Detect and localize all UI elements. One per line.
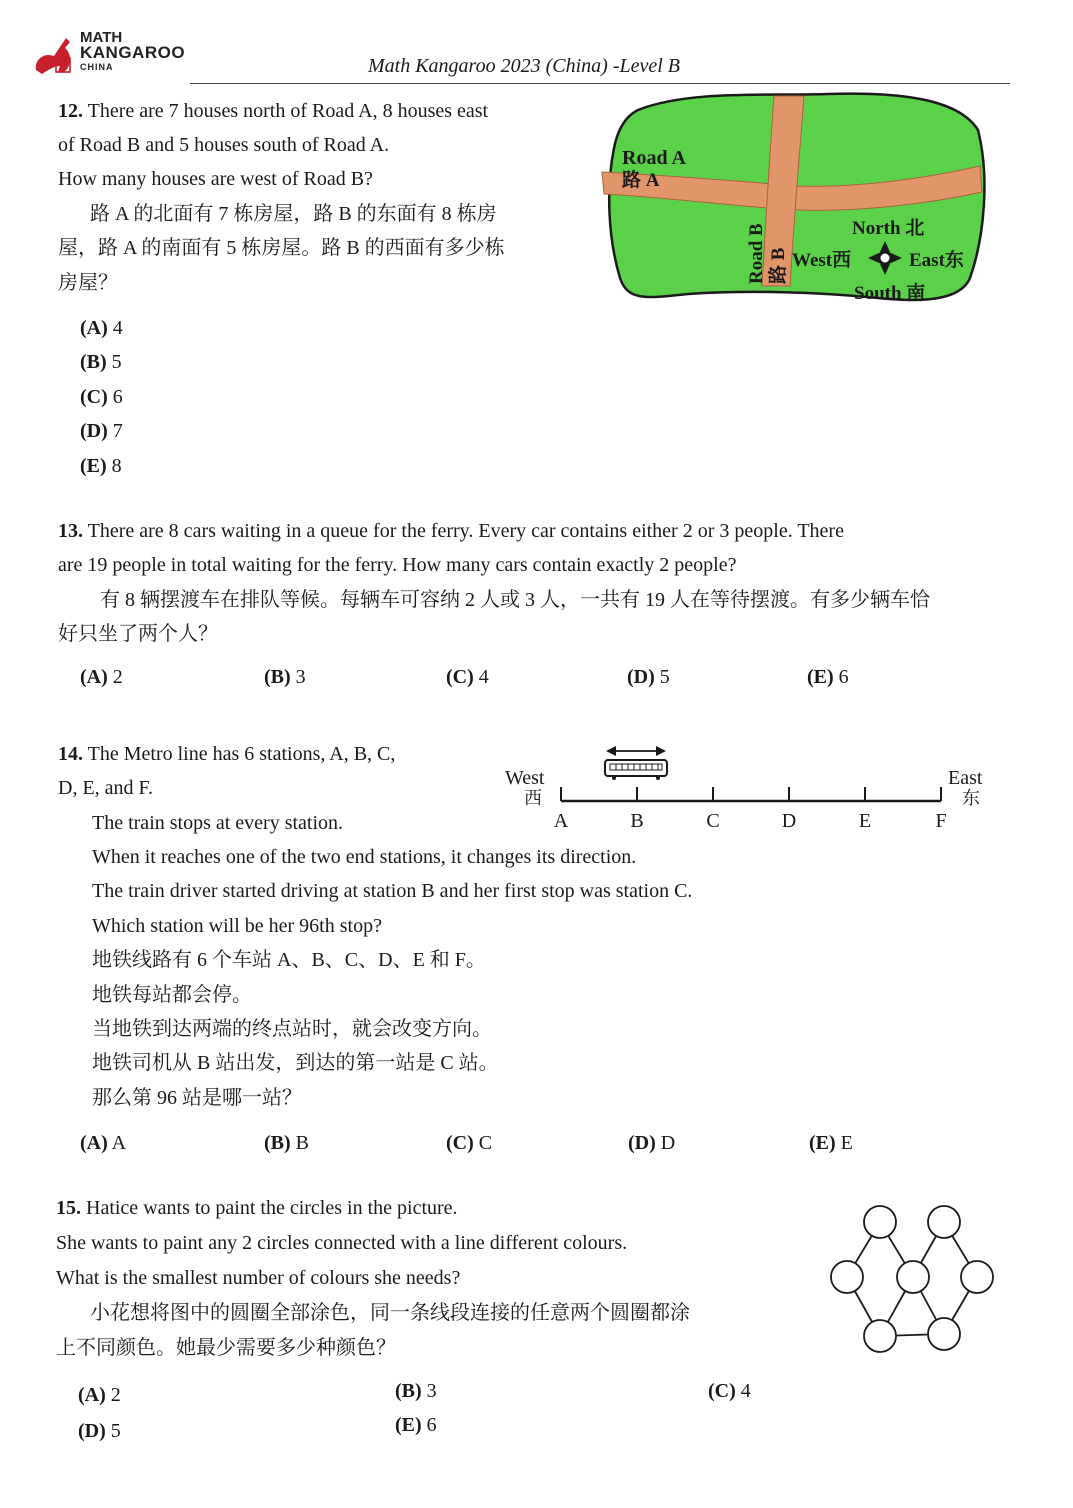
station-label-e: E — [858, 810, 872, 832]
map-west-label: West西 — [792, 250, 852, 271]
q13-line-2: are 19 people in total waiting for the ferry. How many cars contain exactly 2 people? — [58, 554, 737, 576]
q15-number: 15. — [56, 1197, 81, 1219]
q13-option-b[interactable]: (B) 3 — [264, 666, 306, 688]
graph-circle — [864, 1320, 896, 1352]
q15-line-5: 上不同颜色。她最少需要多少种颜色？ — [56, 1337, 396, 1359]
map-east-label: East东 — [909, 250, 964, 271]
direction-arrows-icon — [606, 746, 666, 756]
q14-line-2: D, E, and F. — [58, 777, 154, 799]
graph-circle — [897, 1261, 929, 1293]
q15-option-d[interactable]: (D) 5 — [78, 1420, 121, 1442]
q15-line-1: 15. Hatice wants to paint the circles in the picture. — [56, 1197, 458, 1219]
map-road-b-cn: 路 B — [768, 247, 789, 284]
metro-east-en: East — [948, 767, 983, 789]
q13-option-e[interactable]: (E) 6 — [807, 666, 849, 688]
logo-line-china: CHINA — [80, 62, 114, 72]
logo-line-kangaroo: KANGAROO — [80, 43, 186, 62]
q13-line-1: 13. There are 8 cars waiting in a queue for the ferry. Every car contains either 2 or 3 people. There — [58, 520, 844, 542]
station-label-c: C — [706, 810, 720, 832]
q12-number: 12. — [58, 100, 83, 122]
q13-option-c[interactable]: (C) 4 — [446, 666, 489, 688]
q13-number: 13. — [58, 520, 83, 542]
q15-circle-graph — [820, 1198, 1000, 1364]
q15-option-a[interactable]: (A) 2 — [78, 1384, 121, 1406]
q14-line-11: 那么第 96 站是哪一站？ — [92, 1087, 302, 1109]
q14-line-9: 当地铁到达两端的终点站时，就会改变方向。 — [92, 1018, 492, 1040]
q12-line-5: 屋，路 A 的南面有 5 栋房屋。路 B 的西面有多少栋 — [58, 237, 505, 259]
q12-line-1: 12. There are 7 houses north of Road A, 8 houses east — [58, 100, 489, 122]
map-north-label: North 北 — [852, 218, 925, 239]
q12-line-4: 路 A 的北面有 7 栋房屋，路 B 的东面有 8 栋房 — [90, 203, 497, 225]
station-labels — [554, 810, 947, 832]
q15-option-b[interactable]: (B) 3 — [395, 1380, 437, 1402]
q14-line-6: Which station will be her 96th stop? — [92, 915, 382, 937]
metro-west-en: West — [505, 767, 545, 789]
logo-wordmark — [80, 30, 185, 75]
q14-option-c[interactable]: (C) C — [446, 1132, 493, 1154]
map-road-a-en: Road A — [622, 147, 686, 169]
q14-line-4: When it reaches one of the two end stations, it changes its direction. — [92, 846, 637, 868]
q15-line-2: She wants to paint any 2 circles connected with a line different colours. — [56, 1232, 628, 1254]
station-ticks — [561, 787, 941, 801]
q12-option-b[interactable]: (B) 5 — [80, 351, 122, 373]
graph-circle — [928, 1318, 960, 1350]
train-icon — [605, 760, 667, 780]
graph-circle — [831, 1261, 863, 1293]
q15-line-3: What is the smallest number of colours she needs? — [56, 1267, 461, 1289]
station-label-b: B — [630, 810, 644, 832]
q14-number: 14. — [58, 743, 83, 765]
q14-metro-diagram — [500, 742, 1000, 836]
q14-option-a[interactable]: (A) A — [80, 1132, 127, 1154]
q13-option-d[interactable]: (D) 5 — [627, 666, 670, 688]
map-south-label: South 南 — [854, 283, 926, 304]
q14-line-7: 地铁线路有 6 个车站 A、B、C、D、E 和 F。 — [92, 949, 486, 971]
station-label-a: A — [553, 810, 569, 832]
q14-line-1: 14. The Metro line has 6 stations, A, B, C, — [58, 743, 396, 765]
q12-line-6: 房屋？ — [58, 272, 118, 294]
q14-option-d[interactable]: (D) D — [628, 1132, 676, 1154]
station-label-d: D — [781, 810, 797, 832]
q15-line-4: 小花想将图中的圆圈全部涂色，同一条线段连接的任意两个圆圈都涂 — [90, 1302, 690, 1324]
q14-line-5: The train driver started driving at station B and her first stop was station C. — [92, 880, 693, 902]
map-road-b-en: Road B — [746, 223, 767, 284]
graph-circle — [928, 1206, 960, 1238]
logo-line-math: MATH — [80, 29, 123, 46]
q14-option-e[interactable]: (E) E — [809, 1132, 853, 1154]
map-road-a-cn: 路 A — [622, 170, 660, 191]
kangaroo-logo-icon — [28, 30, 78, 78]
math-kangaroo-logo — [28, 30, 188, 80]
q15-option-c[interactable]: (C) 4 — [708, 1380, 751, 1402]
graph-circle — [864, 1206, 896, 1238]
station-label-f: F — [935, 810, 947, 832]
q13-line-3: 有 8 辆摆渡车在排队等候。每辆车可容纳 2 人或 3 人，一共有 19 人在等待摆渡。有多少辆车恰 — [100, 589, 930, 611]
q12-line-3: How many houses are west of Road B? — [58, 168, 373, 190]
q14-line-10: 地铁司机从 B 站出发，到达的第一站是 C 站。 — [92, 1052, 499, 1074]
q13-line-4: 好只坐了两个人？ — [58, 623, 218, 645]
q12-option-a[interactable]: (A) 4 — [80, 317, 123, 339]
q14-line-3: The train stops at every station. — [92, 812, 344, 834]
header-divider — [190, 83, 1010, 84]
q14-line-8: 地铁每站都会停。 — [92, 984, 252, 1006]
q12-option-c[interactable]: (C) 6 — [80, 386, 123, 408]
metro-west-cn: 西 — [524, 788, 542, 808]
q15-option-e[interactable]: (E) 6 — [395, 1414, 437, 1436]
graph-circle — [961, 1261, 993, 1293]
q12-option-d[interactable]: (D) 7 — [80, 420, 123, 442]
q13-option-a[interactable]: (A) 2 — [80, 666, 123, 688]
q12-road-map — [598, 88, 990, 310]
page-header-title: Math Kangaroo 2023 (China) -Level B — [368, 55, 681, 77]
q12-line-2: of Road B and 5 houses south of Road A. — [58, 134, 390, 156]
metro-east-cn: 东 — [962, 788, 980, 808]
q14-option-b[interactable]: (B) B — [264, 1132, 310, 1154]
q12-option-e[interactable]: (E) 8 — [80, 455, 122, 477]
